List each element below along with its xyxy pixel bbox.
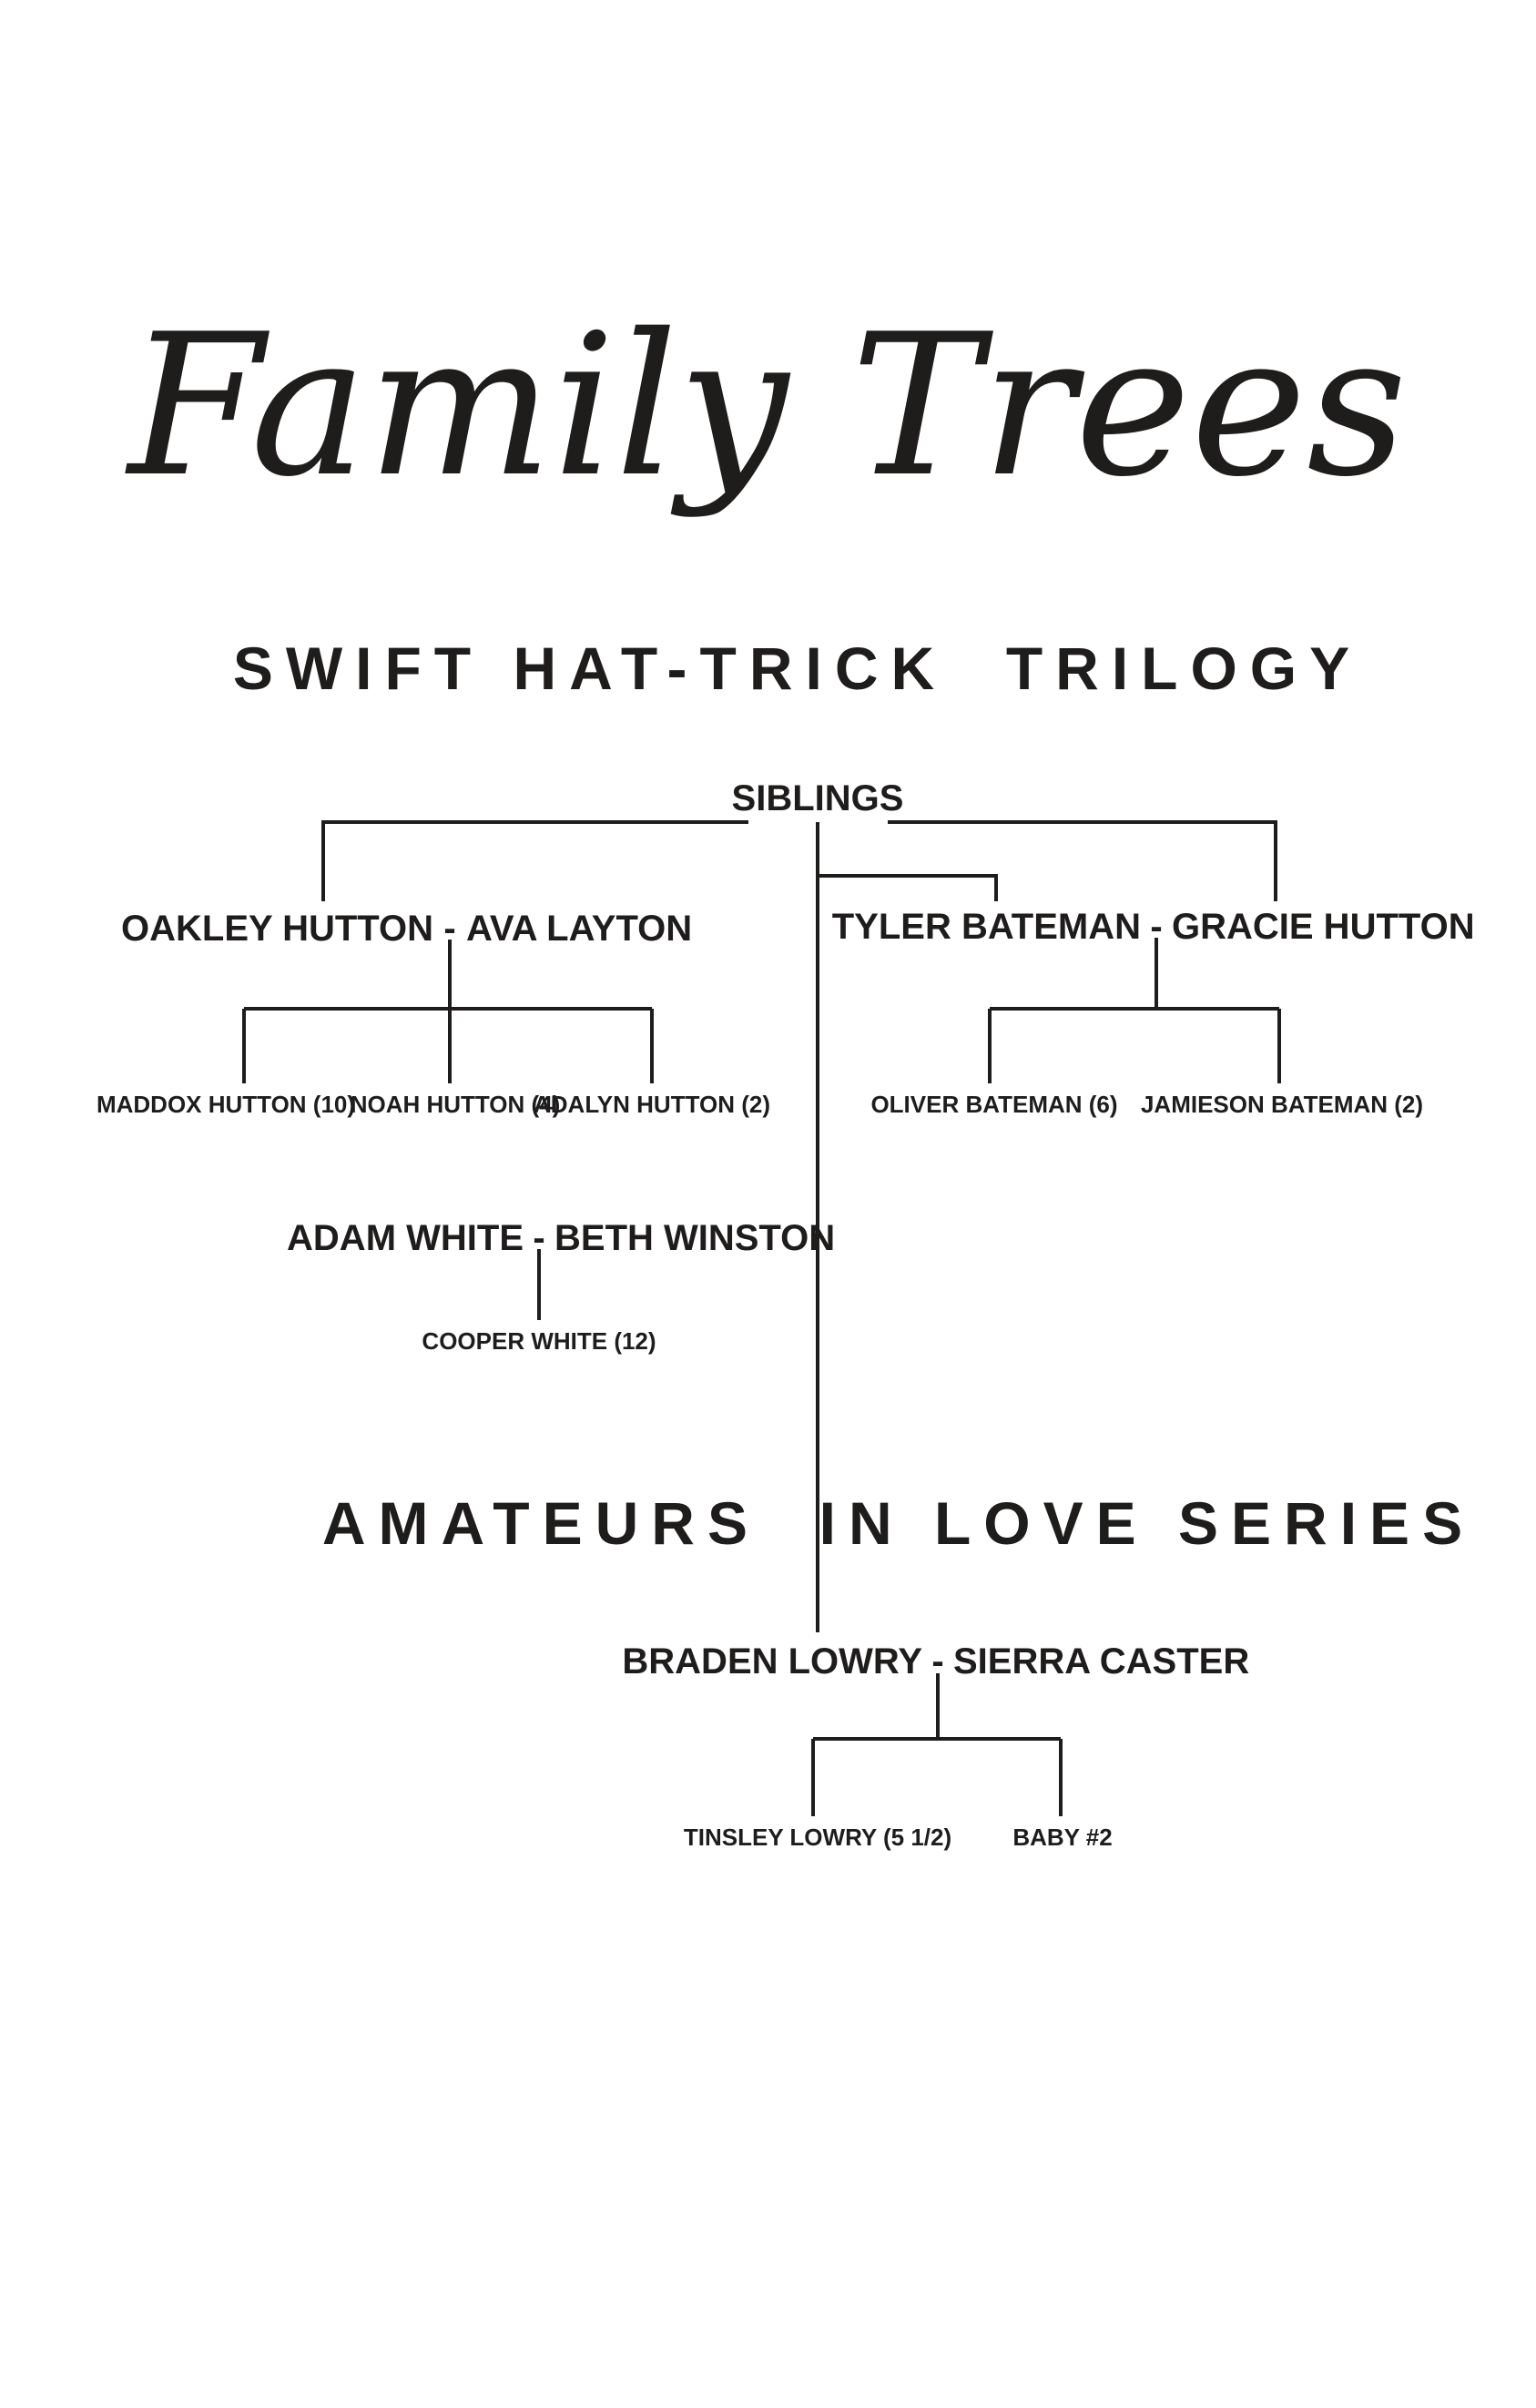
child-name: TINSLEY LOWRY (5 1/2) [683,1824,952,1851]
partner-name: SIERRA CASTER [953,1641,1250,1682]
root-right-branch [888,822,1276,901]
child-name: COOPER WHITE (12) [422,1327,656,1355]
couple-separator: - [533,1218,545,1258]
child-name: OLIVER BATEMAN (6) [870,1091,1118,1118]
partner-name: BRADEN LOWRY [622,1641,922,1682]
partner-name: TYLER BATEMAN [831,907,1141,947]
trunk-to-tyler [818,876,996,901]
couple-separator: - [443,909,456,949]
section-heading-amateurs-in-love: AMATEURS IN LOVE SERIES [321,1489,1476,1557]
partner-name: ADAM WHITE [287,1218,524,1258]
child-name: JAMIESON BATEMAN (2) [1140,1091,1424,1118]
couple-oakley-ava [121,909,692,949]
partner-name: AVA LAYTON [466,909,693,949]
couple-tyler-gracie [832,907,1475,947]
child-name: MADDOX HUTTON (10) [96,1091,356,1118]
couple-separator: - [1150,907,1163,947]
couple-adam-beth [287,1218,835,1258]
partner-name: GRACIE HUTTON [1172,907,1475,947]
section-heading-swift-hat-trick: SWIFT HAT-TRICK TRILOGY [232,635,1363,702]
child-name: BABY #2 [1012,1824,1113,1851]
partner-name: OAKLEY HUTTON [121,909,433,949]
root-left-branch [323,822,748,901]
couple-braden-sierra [622,1641,1249,1682]
siblings-label: SIBLINGS [731,778,904,818]
child-name: NOAH HUTTON (4) [350,1091,561,1118]
partner-name: BETH WINSTON [554,1218,836,1258]
couple-separator: - [931,1641,944,1682]
page-title: Family Trees [127,291,1408,520]
child-name: ADALYN HUTTON (2) [533,1091,771,1118]
